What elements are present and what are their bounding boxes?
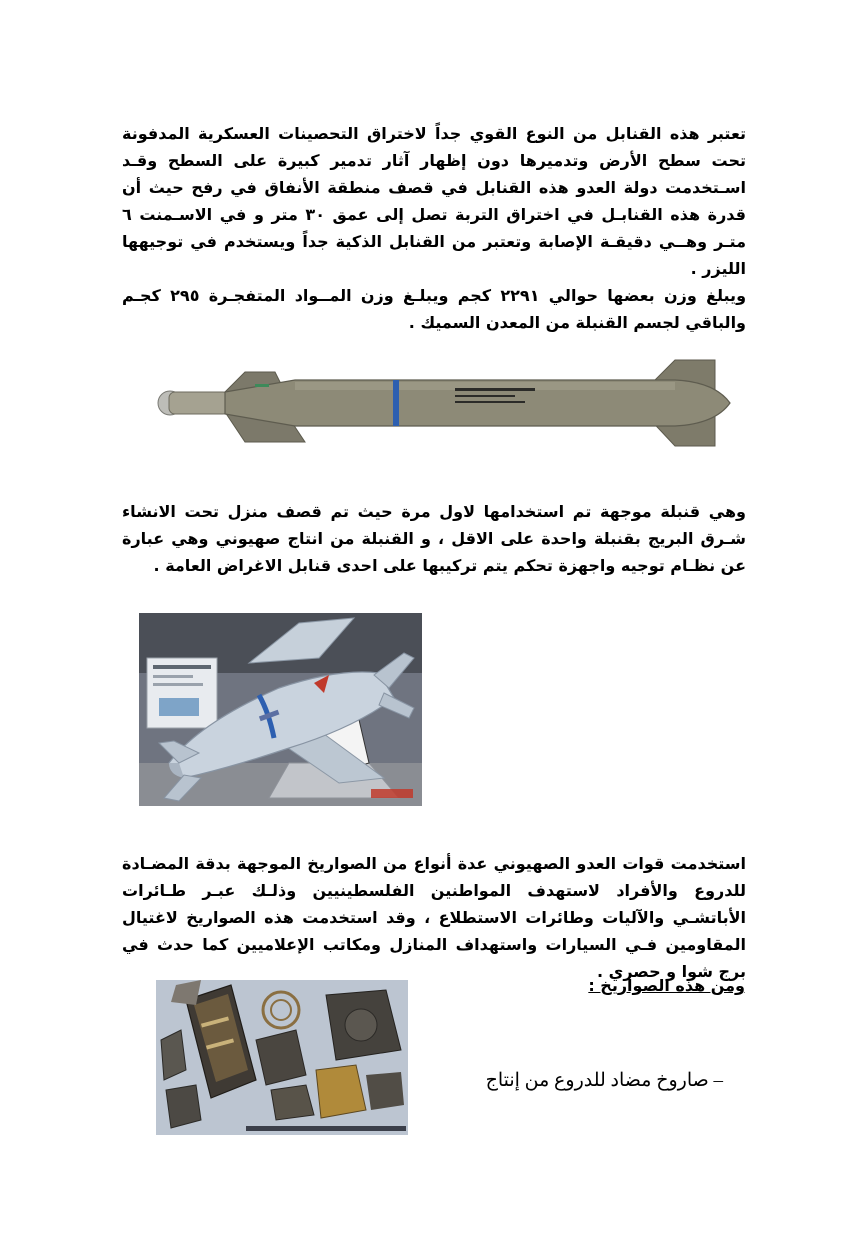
guided-glide-bomb-image <box>139 613 422 806</box>
paragraph-text-weight: ويبلغ وزن بعضها حوالي ٢٢٩١ كجم ويبلـغ وزن المــواد المتفجـرة ٢٩٥ كجـم والباقي لجسم القنبلة من المعدن السميك . <box>122 286 747 332</box>
paragraph-text: وهي قنبلة موجهة تم استخدامها لاول مرة حيث تم قصف منزل تحت الانشاء شـرق البريج بقنبلة واحدة على الاقل ، و القنبلة من انتاج صهيوني وهي عبارة عن نظـام توجيه واجهزة تحكم يتم تركيبها على احدى قنابل الاغراض العامة . <box>122 502 746 575</box>
paragraph-guided-missiles <box>122 850 746 985</box>
bunker-buster-bomb-image <box>155 352 745 452</box>
missile-caption: – صاروخ مضاد للدروع من إنتاج <box>485 1070 723 1091</box>
missiles-heading: ومن هذه الصواريخ : <box>588 976 745 995</box>
paragraph-text: تعتبر هذه القنابل من النوع القوي جداً لاختراق التحصينات العسكرية المدفونة تحت سطح الأرض وتدميرها دون إظهار آثار تدمير كبيرة على السطح وقـد اسـتخدمت دولة العدو هذه القنابل في قصف منطقة الأنفاق في رفح حيث أن قدرة هذه القنابـل في اختراق التربة تصل إلى عمق ٣٠ متر و في الاسـمنت ٦ متـر وهــي دقيقـة الإصابة وتعتبر من القنابل الذكية جداً ويستخدم في توجيهها الليزر . <box>122 124 746 278</box>
paragraph-text: استخدمت قوات العدو الصهيوني عدة أنواع من الصواريخ الموجهة بدقة المضـادة للدروع والأفراد لاستهدف المواطنين الفلسطينيين وذلـك عبـر طـائرات الأباتشـي والآليات وطائرات الاستطلاع ، وقد استخدمت هذه الصواريخ لاغتيال المقاومين فـي السيارات واستهداف المنازل ومكاتب الإعلاميين كما حدث في برج شوا و حصري . <box>122 854 746 981</box>
paragraph-bunker-buster <box>122 120 746 336</box>
missile-debris-image <box>156 980 408 1135</box>
paragraph-guided-bomb <box>122 498 746 579</box>
